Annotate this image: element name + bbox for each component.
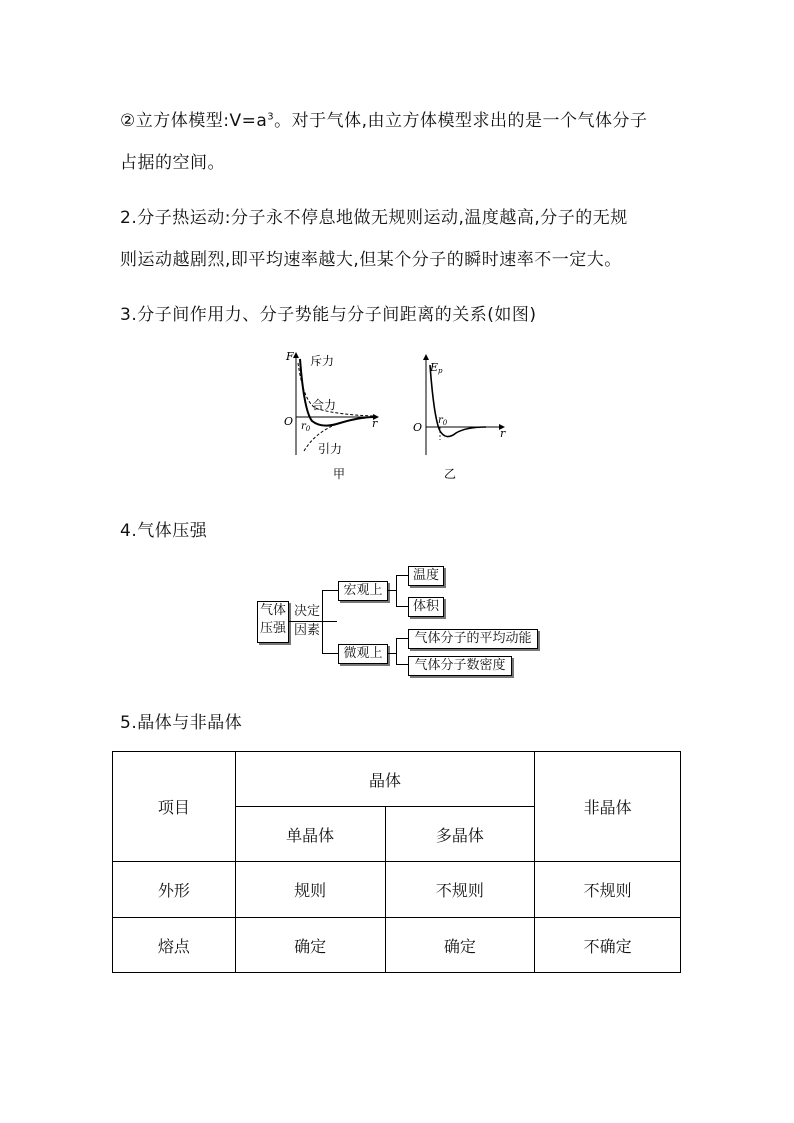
paragraph-cube-model	[120, 106, 648, 131]
connector	[322, 590, 323, 654]
table-row	[113, 862, 681, 918]
origin-label: O	[284, 415, 294, 428]
paragraph-gas-pressure: 4.气体压强	[120, 521, 208, 541]
energy-axis-label: Ep	[430, 361, 443, 375]
attraction-label: 引力	[318, 442, 343, 456]
connector	[396, 575, 397, 607]
paragraph-molecular-force: 3.分子间作用力、分子势能与分子间距离的关系(如图)	[120, 305, 537, 325]
row-label: 外形	[113, 862, 236, 918]
distance-axis-label: r	[372, 417, 378, 430]
connector	[322, 653, 338, 654]
cube-model-text-cont: 。对于气体,由立方体模型求出的是一个气体分子	[274, 111, 648, 131]
connector	[396, 638, 397, 665]
determining-factors-label	[294, 602, 320, 640]
connector	[396, 575, 408, 576]
paragraph-cube-model-line2: 占据的空间。	[120, 153, 225, 173]
macro-box: 宏观上	[338, 581, 388, 601]
connector	[388, 590, 396, 591]
paragraph-thermal-motion: 2.分子热运动:分子永不停息地做无规则运动,温度越高,分子的无规	[120, 208, 628, 228]
cell-non: 不确定	[535, 918, 681, 973]
tree-root-box	[257, 601, 289, 643]
cell-single: 规则	[235, 862, 385, 918]
figure-yi-caption: 乙	[444, 467, 457, 481]
cell-non: 不规则	[535, 862, 681, 918]
header-noncrystal: 非晶体	[535, 752, 681, 862]
volume-box: 体积	[408, 597, 444, 617]
resultant-label: 合力	[312, 398, 337, 412]
root-line1: 气体	[259, 603, 286, 618]
exponent: 3	[267, 111, 275, 123]
number-density-box: 气体分子数密度	[408, 656, 512, 676]
header-polycrystal: 多晶体	[385, 807, 535, 862]
paragraph-crystal: 5.晶体与非晶体	[120, 713, 243, 733]
table-row	[113, 918, 681, 973]
origin-label: O	[413, 421, 423, 434]
connector	[396, 606, 408, 607]
root-line2: 压强	[259, 621, 286, 636]
cell-poly: 不规则	[385, 862, 535, 918]
header-item: 项目	[113, 752, 236, 862]
crystal-comparison-table	[112, 751, 681, 973]
connector	[396, 664, 408, 665]
cell-poly: 确定	[385, 918, 535, 973]
mid-line1: 决定	[294, 604, 321, 619]
cell-single: 确定	[235, 918, 385, 973]
connector	[388, 653, 396, 654]
micro-box: 微观上	[338, 644, 388, 664]
r0-label: $r_0$	[301, 421, 311, 433]
connector	[396, 638, 408, 639]
figure-jia-caption: 甲	[333, 467, 346, 481]
r0-label: $r_0$	[438, 415, 448, 427]
cube-model-text: ②立方体模型:V=a	[120, 111, 268, 131]
distance-axis-label: r	[500, 427, 506, 440]
temperature-box: 温度	[408, 566, 444, 586]
figure-force-curve	[270, 345, 390, 485]
header-crystal: 晶体	[235, 752, 534, 807]
row-label: 熔点	[113, 918, 236, 973]
paragraph-thermal-motion-line2: 则运动越剧烈,即平均速率越大,但某个分子的瞬时速率不一定大。	[120, 250, 622, 270]
mid-line2: 因素	[294, 623, 321, 638]
header-single-crystal: 单晶体	[235, 807, 385, 862]
repulsion-label: 斥力	[310, 354, 335, 368]
kinetic-energy-box: 气体分子的平均动能	[408, 629, 538, 649]
figure-potential-curve	[400, 345, 520, 485]
connector	[322, 590, 338, 591]
force-axis-label: F	[286, 350, 294, 363]
